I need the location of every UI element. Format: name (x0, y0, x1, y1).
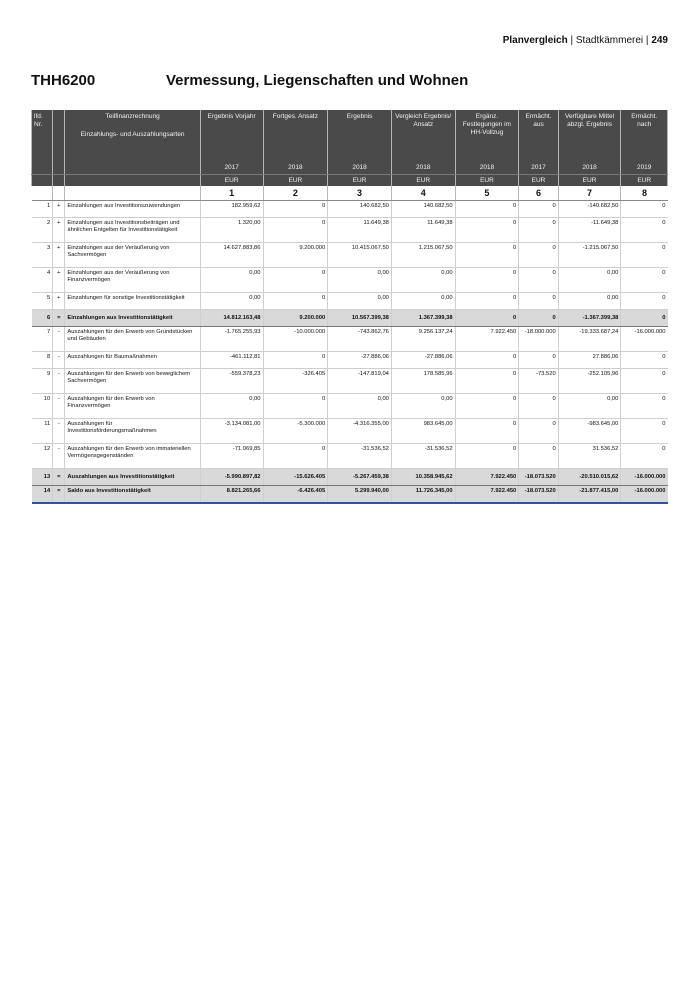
row-operator: - (53, 352, 65, 369)
row-value: -19.333.687,24 (558, 327, 621, 352)
row-value: 0 (455, 444, 519, 469)
header-unit: EUR (391, 175, 455, 187)
row-value: 9.200.000 (263, 310, 328, 327)
header-ergaenz-festlegungen: Ergänz. Festlegungen im HH-Vollzug (455, 110, 519, 155)
column-number: 7 (558, 186, 621, 201)
table-row (32, 394, 668, 419)
row-value: 0 (621, 268, 668, 293)
row-value: 0 (455, 310, 519, 327)
row-number: 5 (32, 293, 53, 310)
column-number: 3 (328, 186, 392, 201)
header-unit: EUR (328, 175, 392, 187)
page-title: Vermessung, Liegenschaften und Wohnen (166, 72, 469, 89)
header-unit: EUR (519, 175, 558, 187)
running-header-separator-2: | (645, 35, 649, 46)
table-body (32, 201, 668, 504)
row-value: -27.886,06 (328, 352, 392, 369)
table-row (32, 444, 668, 469)
row-operator: = (53, 486, 65, 504)
row-value: -1.367.399,38 (558, 310, 621, 327)
row-value: -140.682,50 (558, 201, 621, 218)
header-year: 2017 (519, 155, 558, 175)
row-value: 0 (455, 352, 519, 369)
row-value: 0 (621, 394, 668, 419)
row-value: 0,00 (200, 293, 263, 310)
row-value: 0,00 (328, 293, 392, 310)
row-value: 0 (519, 218, 558, 243)
table-row (32, 486, 668, 504)
header-year: 2018 (391, 155, 455, 175)
row-value: 7.922.450 (455, 469, 519, 486)
row-value: -559.378,23 (200, 369, 263, 394)
column-number: 8 (621, 186, 668, 201)
table-row (32, 268, 668, 293)
row-value: -461.112,81 (200, 352, 263, 369)
row-value: 0 (455, 201, 519, 218)
row-value: 0,00 (391, 394, 455, 419)
row-value: 0 (621, 243, 668, 268)
header-year: 2019 (621, 155, 668, 175)
row-operator: - (53, 444, 65, 469)
header-verfuegbare-mittel: Verfügbare Mittel abzgl. Ergebnis (558, 110, 621, 155)
row-value: -1.215.067,50 (558, 243, 621, 268)
page-title-code: THH6200 (31, 72, 96, 89)
row-value: 0 (263, 201, 328, 218)
row-operator: - (53, 327, 65, 352)
row-value: 9.256.137,24 (391, 327, 455, 352)
row-value: 7.922.450 (455, 486, 519, 504)
row-value: 0 (263, 293, 328, 310)
row-label: Einzahlungen aus Investitionstätigkeit (65, 310, 200, 327)
header-vergleich: Vergleich Ergebnis/ Ansatz (391, 110, 455, 155)
row-operator: = (53, 310, 65, 327)
row-value: 178.585,96 (391, 369, 455, 394)
row-value: 0 (455, 243, 519, 268)
row-value: -5.300.000 (263, 419, 328, 444)
row-value: -10.000.000 (263, 327, 328, 352)
row-value: -326.405 (263, 369, 328, 394)
row-value: -11.649,38 (558, 218, 621, 243)
row-value: 0 (621, 293, 668, 310)
row-value: 0 (455, 394, 519, 419)
header-ergebnis-vorjahr: Ergebnis Vorjahr (200, 110, 263, 155)
row-operator: + (53, 243, 65, 268)
row-value: -983.645,00 (558, 419, 621, 444)
row-value: 0,00 (558, 293, 621, 310)
row-number: 1 (32, 201, 53, 218)
row-value: -21.877.415,00 (558, 486, 621, 504)
table-row (32, 369, 668, 394)
header-teilfinanzrechnung (65, 110, 200, 155)
row-value: 8.821.265,66 (200, 486, 263, 504)
row-operator: + (53, 218, 65, 243)
table-row (32, 327, 668, 352)
header-year: 2018 (455, 155, 519, 175)
row-value: -31.536,52 (328, 444, 392, 469)
row-value: 983.645,00 (391, 419, 455, 444)
row-number: 13 (32, 469, 53, 486)
row-value: -1.765.255,93 (200, 327, 263, 352)
header-ermaecht-nach: Ermächt. nach (621, 110, 668, 155)
row-value: 0 (455, 218, 519, 243)
column-number: 1 (200, 186, 263, 201)
table-row (32, 293, 668, 310)
row-value: 0,00 (200, 394, 263, 419)
row-number: 2 (32, 218, 53, 243)
row-value: 14.812.163,48 (200, 310, 263, 327)
header-unit: EUR (200, 175, 263, 187)
row-value: -15.626.405 (263, 469, 328, 486)
row-value: 1.367.399,38 (391, 310, 455, 327)
header-op (53, 110, 65, 155)
table-row (32, 469, 668, 486)
row-value: 0 (621, 419, 668, 444)
row-value: 14.627.883,86 (200, 243, 263, 268)
table-row (32, 218, 668, 243)
header-ermaecht-aus: Ermächt. aus (519, 110, 558, 155)
row-value: -18.000.000 (519, 327, 558, 352)
row-value: -73.520 (519, 369, 558, 394)
row-value: 0 (519, 243, 558, 268)
header-lfd-nr: lfd. Nr. (32, 110, 53, 155)
row-value: 0,00 (328, 268, 392, 293)
row-operator: - (53, 419, 65, 444)
header-year: 2017 (200, 155, 263, 175)
row-value: -5.990.897,82 (200, 469, 263, 486)
row-number: 11 (32, 419, 53, 444)
header-year: 2018 (558, 155, 621, 175)
column-number: 6 (519, 186, 558, 201)
row-label: Auszahlungen für den Erwerb von Grundstücken und Gebäuden (65, 327, 200, 352)
row-value: 1.215.067,50 (391, 243, 455, 268)
row-operator: = (53, 469, 65, 486)
row-value: 0,00 (391, 293, 455, 310)
row-number: 12 (32, 444, 53, 469)
row-value: -18.073.520 (519, 469, 558, 486)
row-value: 0 (621, 444, 668, 469)
header-fortges-ansatz: Fortges. Ansatz (263, 110, 328, 155)
row-operator: + (53, 201, 65, 218)
header-unit: EUR (455, 175, 519, 187)
row-value: 0 (263, 268, 328, 293)
running-header (503, 35, 668, 46)
row-value: -20.510.015,62 (558, 469, 621, 486)
row-number: 7 (32, 327, 53, 352)
page-number: 249 (651, 35, 668, 46)
row-label: Auszahlungen für den Erwerb von beweglichem Sachvermögen (65, 369, 200, 394)
row-value: 0 (519, 310, 558, 327)
row-value: -3.134.081,00 (200, 419, 263, 444)
row-value: 140.682,50 (391, 201, 455, 218)
running-header-department: Stadtkämmerei (575, 35, 644, 46)
row-label: Auszahlungen für Investitionsförderungsmaßnahmen (65, 419, 200, 444)
column-number: 4 (391, 186, 455, 201)
row-value: 0 (263, 394, 328, 419)
row-number: 6 (32, 310, 53, 327)
header-ergebnis: Ergebnis (328, 110, 392, 155)
row-value: -5.267.459,38 (328, 469, 392, 486)
table-row (32, 352, 668, 369)
header-unit: EUR (621, 175, 668, 187)
row-value: 1.320,00 (200, 218, 263, 243)
row-label: Einzahlungen für sonstige Investitionstätigkeit (65, 293, 200, 310)
row-value: 0 (621, 352, 668, 369)
row-value: 0,00 (328, 394, 392, 419)
row-value: -71.069,85 (200, 444, 263, 469)
row-number: 4 (32, 268, 53, 293)
row-operator: - (53, 394, 65, 419)
row-operator: + (53, 268, 65, 293)
row-value: 0 (455, 369, 519, 394)
table-row (32, 419, 668, 444)
row-value: 27.886,06 (558, 352, 621, 369)
row-value: 0 (519, 419, 558, 444)
row-label: Einzahlungen aus Investitionsbeiträgen und ähnlichen Entgelten für Investitionstätigkeit (65, 218, 200, 243)
row-label: Auszahlungen für den Erwerb von Finanzvermögen (65, 394, 200, 419)
row-label: Auszahlungen aus Investitionstätigkeit (65, 469, 200, 486)
row-value: 0 (519, 268, 558, 293)
running-header-separator: | (570, 35, 574, 46)
row-value: 11.649,38 (328, 218, 392, 243)
column-number: 2 (263, 186, 328, 201)
table-row (32, 243, 668, 268)
row-label: Einzahlungen aus der Veräußerung von Finanzvermögen (65, 268, 200, 293)
header-year: 2018 (328, 155, 392, 175)
row-operator: + (53, 293, 65, 310)
row-value: -147.819,04 (328, 369, 392, 394)
row-value: 0 (263, 218, 328, 243)
row-value: 140.682,50 (328, 201, 392, 218)
row-value: -743.862,76 (328, 327, 392, 352)
row-label: Einzahlungen aus der Veräußerung von Sachvermögen (65, 243, 200, 268)
plan-table (31, 110, 668, 504)
row-value: 0,00 (558, 268, 621, 293)
row-value: 7.922.450 (455, 327, 519, 352)
row-value: 0 (621, 218, 668, 243)
row-value: 0 (455, 419, 519, 444)
row-value: 0 (519, 444, 558, 469)
row-value: 11.649,38 (391, 218, 455, 243)
row-value: -18.073.520 (519, 486, 558, 504)
header-teilfinanzrechnung-sub: Einzahlungs- und Auszahlungsarten (80, 131, 185, 138)
row-value: 10.415.067,50 (328, 243, 392, 268)
row-value: 11.726.345,00 (391, 486, 455, 504)
row-value: 31.536,52 (558, 444, 621, 469)
header-teilfinanzrechnung-label: Teilfinanzrechnung (105, 113, 160, 120)
row-value: -27.886,06 (391, 352, 455, 369)
row-value: 0 (519, 352, 558, 369)
row-value: 0 (455, 268, 519, 293)
row-value: -16.000.000 (621, 486, 668, 504)
row-value: 182.959,62 (200, 201, 263, 218)
row-number: 8 (32, 352, 53, 369)
row-label: Einzahlungen aus Investitionszuwendungen (65, 201, 200, 218)
row-value: -16.000.000 (621, 469, 668, 486)
row-number: 9 (32, 369, 53, 394)
row-value: -6.426.405 (263, 486, 328, 504)
row-value: 0 (621, 369, 668, 394)
header-year: 2018 (263, 155, 328, 175)
row-number: 3 (32, 243, 53, 268)
row-value: -31.536,52 (391, 444, 455, 469)
column-number: 5 (455, 186, 519, 201)
row-operator: - (53, 369, 65, 394)
row-value: 0 (263, 352, 328, 369)
header-unit: EUR (558, 175, 621, 187)
row-value: 10.567.399,38 (328, 310, 392, 327)
row-label: Auszahlungen für Baumaßnahmen (65, 352, 200, 369)
row-value: 0 (621, 310, 668, 327)
row-number: 14 (32, 486, 53, 504)
row-value: 0,00 (200, 268, 263, 293)
row-value: 0,00 (391, 268, 455, 293)
row-value: -252.105,96 (558, 369, 621, 394)
row-value: 5.299.940,00 (328, 486, 392, 504)
row-value: 10.358.945,62 (391, 469, 455, 486)
row-value: -16.000.000 (621, 327, 668, 352)
row-value: 9.200.000 (263, 243, 328, 268)
row-label: Saldo aus Investitionstätigkeit (65, 486, 200, 504)
row-value: 0 (263, 444, 328, 469)
row-label: Auszahlungen für den Erwerb von immateriellen Vermögensgegenständen (65, 444, 200, 469)
row-value: 0 (519, 293, 558, 310)
row-value: 0,00 (558, 394, 621, 419)
row-value: 0 (621, 201, 668, 218)
header-unit: EUR (263, 175, 328, 187)
table-row (32, 201, 668, 218)
row-value: 0 (519, 394, 558, 419)
running-header-section: Planvergleich (502, 35, 568, 46)
row-number: 10 (32, 394, 53, 419)
row-value: 0 (519, 201, 558, 218)
table-row (32, 310, 668, 327)
row-value: -4.316.355,00 (328, 419, 392, 444)
row-value: 0 (455, 293, 519, 310)
